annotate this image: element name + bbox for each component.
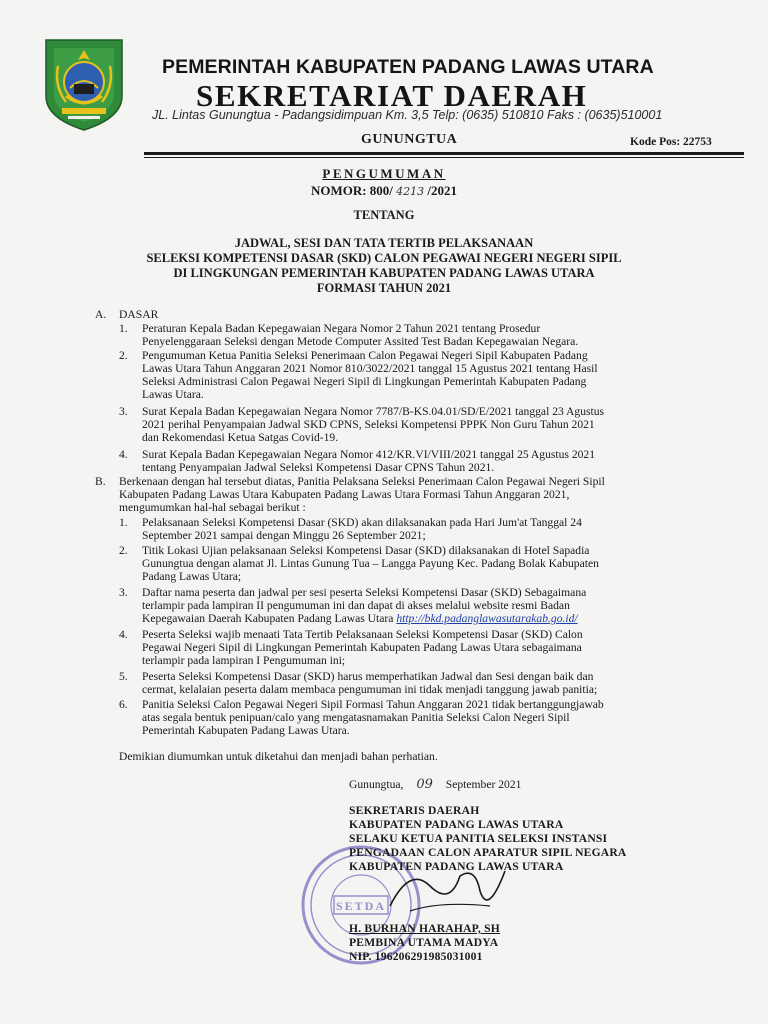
section-b-label: B. xyxy=(95,475,106,488)
office-name: SEKRETARIAT DAERAH xyxy=(196,78,588,113)
month-year: September 2021 xyxy=(445,778,522,791)
list-item-number: 5. xyxy=(119,670,128,683)
list-item-number: 1. xyxy=(119,516,128,529)
list-item-number: 3. xyxy=(119,586,128,599)
list-item-line: Padang Lawas Utara; xyxy=(142,570,242,584)
place-date xyxy=(349,778,521,791)
list-item xyxy=(142,322,578,348)
section-a-title: DASAR xyxy=(119,308,159,321)
list-item xyxy=(142,405,604,444)
signatory-line: KABUPATEN PADANG LAWAS UTARA xyxy=(349,818,564,831)
signatory-line: SELAKU KETUA PANITIA SELEKSI INSTANSI xyxy=(349,832,608,845)
stamp-text: SETDA xyxy=(335,899,387,913)
list-item-line: Surat Kepala Badan Kepegawaian Negara Nomor 7787/B-KS.04.01/SD/E/2021 tanggal 23 Agustus xyxy=(142,405,605,418)
list-item-line: 2021 perihal Penyampaian Jadwal SKD CPNS, Seleksi Kompetensi PPPK Non Guru Tahun 2021 xyxy=(142,418,595,432)
list-item-number: 1. xyxy=(119,322,128,335)
subject-line: JADWAL, SESI DAN TATA TERTIB PELAKSANAAN xyxy=(234,236,534,250)
office-address: JL. Lintas Gunungtua - Padangsidimpuan Km. 3,5 Telp: (0635) 510810 Faks : (0635)510001 xyxy=(152,108,663,122)
list-item-line: atas segala bentuk penipuan/calo yang mengatasnamakan Panitia Seleksi Calon Negeri Sipil xyxy=(142,711,570,725)
subject-line: SELEKSI KOMPETENSI DASAR (SKD) CALON PEGAWAI NEGERI NEGERI SIPIL xyxy=(146,251,622,265)
list-item-number: 3. xyxy=(119,405,128,418)
list-item xyxy=(142,628,583,667)
link-prefix-text: Kepegawaian Daerah Kabupaten Padang Lawas Utara xyxy=(142,612,397,626)
list-item xyxy=(142,448,595,474)
list-item-number: 2. xyxy=(119,544,128,557)
section-b-intro xyxy=(119,475,605,514)
list-item-line: Pegawai Negeri Sipil di Lingkungan Pemerintah Kabupaten Padang Lawas Utara sebagaimana xyxy=(142,641,582,655)
number-handwritten: 4213 xyxy=(396,185,425,198)
letterhead-rule-thin xyxy=(144,157,744,158)
list-item-line: September 2021 sampai dengan Minggu 26 September 2021; xyxy=(142,529,426,543)
place: Gunungtua, xyxy=(349,778,404,791)
list-item-line: Lawas Utara Tahun Anggaran 2021 Nomor 810/3022/2021 tanggal 15 Agustus 2021 tentang Hasil xyxy=(142,362,598,376)
list-item-line: Pengumuman Ketua Panitia Seleksi Penerimaan Calon Pegawai Negeri Sipil Kabupaten Padang xyxy=(142,349,588,362)
tentang-label: TENTANG xyxy=(353,208,415,222)
list-item xyxy=(142,586,586,625)
number-prefix: NOMOR: 800/ xyxy=(310,183,393,198)
list-item-line: Penyelenggaraan Seleksi dengan Metode Computer Assited Test Badan Kepegawaian Negara. xyxy=(142,335,579,349)
intro-line: Kabupaten Padang Lawas Utara Kabupaten Padang Lawas Utara Formasi Tahun Anggaran 2021, xyxy=(119,488,570,502)
list-item-line: Seleksi Administrasi Calon Pegawai Negeri Sipil di Lingkungan Pemerintah Kabupaten Padang xyxy=(142,375,587,389)
list-item-number: 2. xyxy=(119,349,128,362)
intro-line: Berkenaan dengan hal tersebut diatas, Panitia Pelaksana Seleksi Penerimaan Calon Pegawai Negeri Sipil xyxy=(119,475,605,488)
closing-statement: Demikian diumumkan untuk diketahui dan menjadi bahan perhatian. xyxy=(119,750,438,763)
number-suffix: /2021 xyxy=(427,183,458,198)
day-handwritten: 09 xyxy=(416,777,433,792)
list-item-line: Daftar nama peserta dan jadwal per sesi peserta Seleksi Kompetensi Dasar (SKD) Sebagaimana xyxy=(142,586,587,599)
subject-line: FORMASI TAHUN 2021 xyxy=(316,281,452,295)
list-item-line: Surat Kepala Badan Kepegawaian Negara Nomor 412/KR.VI/VIII/2021 tanggal 25 Agustus 2021 xyxy=(142,448,596,461)
signatory-line: KABUPATEN PADANG LAWAS UTARA xyxy=(349,860,564,873)
list-item-line: terlampir pada lampiran II pengumuman ini dan dapat di akses melalui website resmi Badan xyxy=(142,599,570,613)
list-item-number: 6. xyxy=(119,698,128,711)
document-title: PENGUMUMAN xyxy=(322,166,446,181)
list-item-line: tentang Penyampaian Jadwal Seleksi Kompetensi Dasar CPNS Tahun 2021. xyxy=(142,461,495,475)
bkd-website-link[interactable]: http://bkd.padanglawasutarakab.go.id/ xyxy=(396,612,578,626)
list-item xyxy=(142,516,582,542)
document-number xyxy=(0,183,768,199)
list-item-line: dan Rekomendasi Ketua Satgas Covid-19. xyxy=(142,431,339,445)
regency-coat-of-arms-icon xyxy=(40,36,128,132)
list-item-line: cermat, kelalaian peserta dalam membaca pengumuman ini tidak menjadi tanggung jawab panitia; xyxy=(142,683,598,697)
list-item-line: Pemerintah Kabupaten Padang Lawas Utara. xyxy=(142,724,350,738)
list-item xyxy=(142,349,598,401)
intro-line: mengumumkan hal-hal sebagai berikut : xyxy=(119,501,306,515)
list-item xyxy=(142,544,599,583)
list-item-line: Peserta Seleksi Kompetensi Dasar (SKD) harus memperhatikan Jadwal dan Sesi dengan baik dan xyxy=(142,670,594,683)
list-item-line: Pelaksanaan Seleksi Kompetensi Dasar (SKD) akan dilaksanakan pada Hari Jum'at Tanggal 24 xyxy=(142,516,582,529)
government-name: PEMERINTAH KABUPATEN PADANG LAWAS UTARA xyxy=(162,56,654,78)
list-item-number: 4. xyxy=(119,448,128,461)
list-item-line xyxy=(142,612,586,625)
list-item-number: 4. xyxy=(119,628,128,641)
list-item-line: Gunungtua dengan alamat Jl. Lintas Gunung Tua – Langga Payung Kec. Padang Bolak Kabupaten xyxy=(142,557,599,571)
list-item-line: Titik Lokasi Ujian pelaksanaan Seleksi Kompetensi Dasar (SKD) dilaksanakan di Hotel Sapadia xyxy=(142,544,590,557)
list-item-line: Panitia Seleksi Calon Pegawai Negeri Sipil Formasi Tahun Anggaran 2021 tidak bertanggungjawab xyxy=(142,698,604,711)
subject-line: DI LINGKUNGAN PEMERINTAH KABUPATEN PADANG LAWAS UTARA xyxy=(173,266,595,280)
signatory-name: H. BURHAN HARAHAP, SH xyxy=(349,922,500,935)
list-item xyxy=(142,698,604,737)
list-item-line: Lawas Utara. xyxy=(142,388,204,402)
letterhead-rule-thick xyxy=(144,152,744,155)
signatory-line: PENGADAAN CALON APARATUR SIPIL NEGARA xyxy=(349,846,627,859)
list-item xyxy=(142,670,597,696)
postal-code: Kode Pos: 22753 xyxy=(630,136,712,148)
list-item-line: Peraturan Kepala Badan Kepegawaian Negara Nomor 2 Tahun 2021 tentang Prosedur xyxy=(142,322,541,335)
signatory-rank: PEMBINA UTAMA MADYA xyxy=(349,936,499,949)
signatory-nip: NIP. 196206291985031001 xyxy=(349,950,483,963)
list-item-line: terlampir pada lampiran I Pengumuman ini; xyxy=(142,654,346,668)
office-city: GUNUNGTUA xyxy=(361,132,458,147)
signatory-line: SEKRETARIS DAERAH xyxy=(349,804,480,817)
section-a-label: A. xyxy=(95,308,107,321)
list-item-line: Peserta Seleksi wajib menaati Tata Tertib Pelaksanaan Seleksi Kompetensi Dasar (SKD) Calon xyxy=(142,628,583,641)
handwritten-signature-icon xyxy=(380,846,520,926)
